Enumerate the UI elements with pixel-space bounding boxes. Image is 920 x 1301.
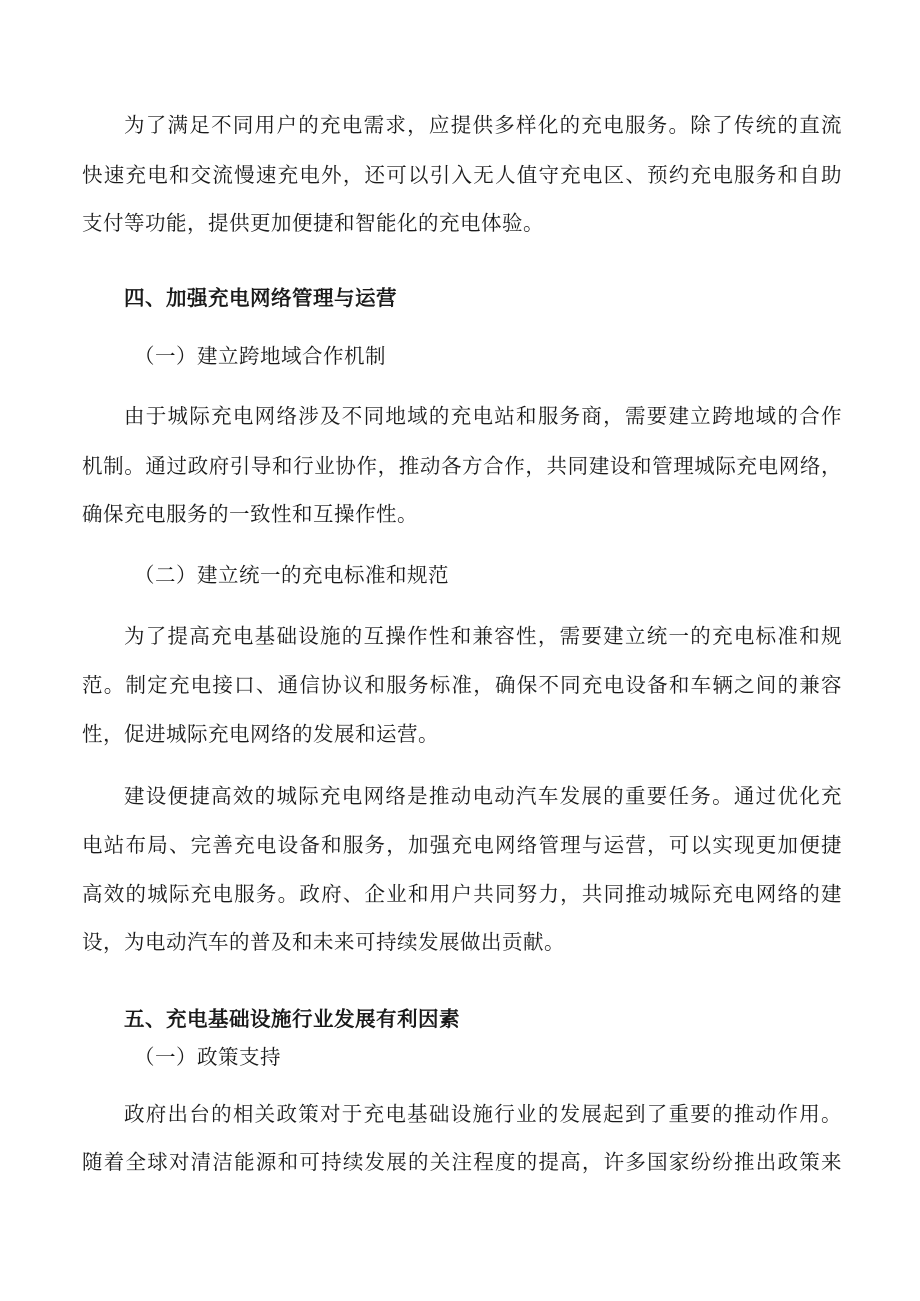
paragraph-line: 支付等功能，提供更加便捷和智能化的充电体验。: [82, 211, 544, 235]
paragraph-line: 电站布局、完善充电设备和服务，加强充电网络管理与运营，可以实现更加便捷: [82, 833, 842, 857]
paragraph-line: 设，为电动汽车的普及和未来可持续发展做出贡献。: [82, 930, 565, 954]
paragraph-line: 随着全球对清洁能源和可持续发展的关注程度的提高，许多国家纷纷推出政策来: [82, 1150, 842, 1174]
subsection-heading: （一）建立跨地域合作机制: [134, 344, 386, 368]
section-heading: 五、充电基础设施行业发展有利因素: [124, 1007, 460, 1031]
paragraph-line: 高效的城际充电服务。政府、企业和用户共同努力，共同推动城际充电网络的建: [82, 882, 842, 906]
paragraph-line: 建设便捷高效的城际充电网络是推动电动汽车发展的重要任务。通过优化充: [124, 784, 842, 808]
subsection-heading: （一）政策支持: [134, 1045, 281, 1069]
paragraph-line: 范。制定充电接口、通信协议和服务标准，确保不同充电设备和车辆之间的兼容: [82, 673, 842, 697]
paragraph-line: 为了满足不同用户的充电需求，应提供多样化的充电服务。除了传统的直流: [124, 113, 842, 137]
section-heading: 四、加强充电网络管理与运营: [124, 286, 397, 310]
paragraph-line: 性，促进城际充电网络的发展和运营。: [82, 722, 439, 746]
paragraph-line: 机制。通过政府引导和行业协作，推动各方合作，共同建设和管理城际充电网络，: [82, 454, 842, 478]
paragraph-line: 为了提高充电基础设施的互操作性和兼容性，需要建立统一的充电标准和规: [124, 624, 842, 648]
subsection-heading: （二）建立统一的充电标准和规范: [134, 563, 449, 587]
paragraph-line: 快速充电和交流慢速充电外，还可以引入无人值守充电区、预约充电服务和自助: [82, 163, 842, 187]
paragraph-line: 由于城际充电网络涉及不同地域的充电站和服务商，需要建立跨地域的合作: [124, 404, 842, 428]
paragraph-line: 确保充电服务的一致性和互操作性。: [82, 502, 418, 526]
paragraph-line: 政府出台的相关政策对于充电基础设施行业的发展起到了重要的推动作用。: [124, 1102, 842, 1126]
